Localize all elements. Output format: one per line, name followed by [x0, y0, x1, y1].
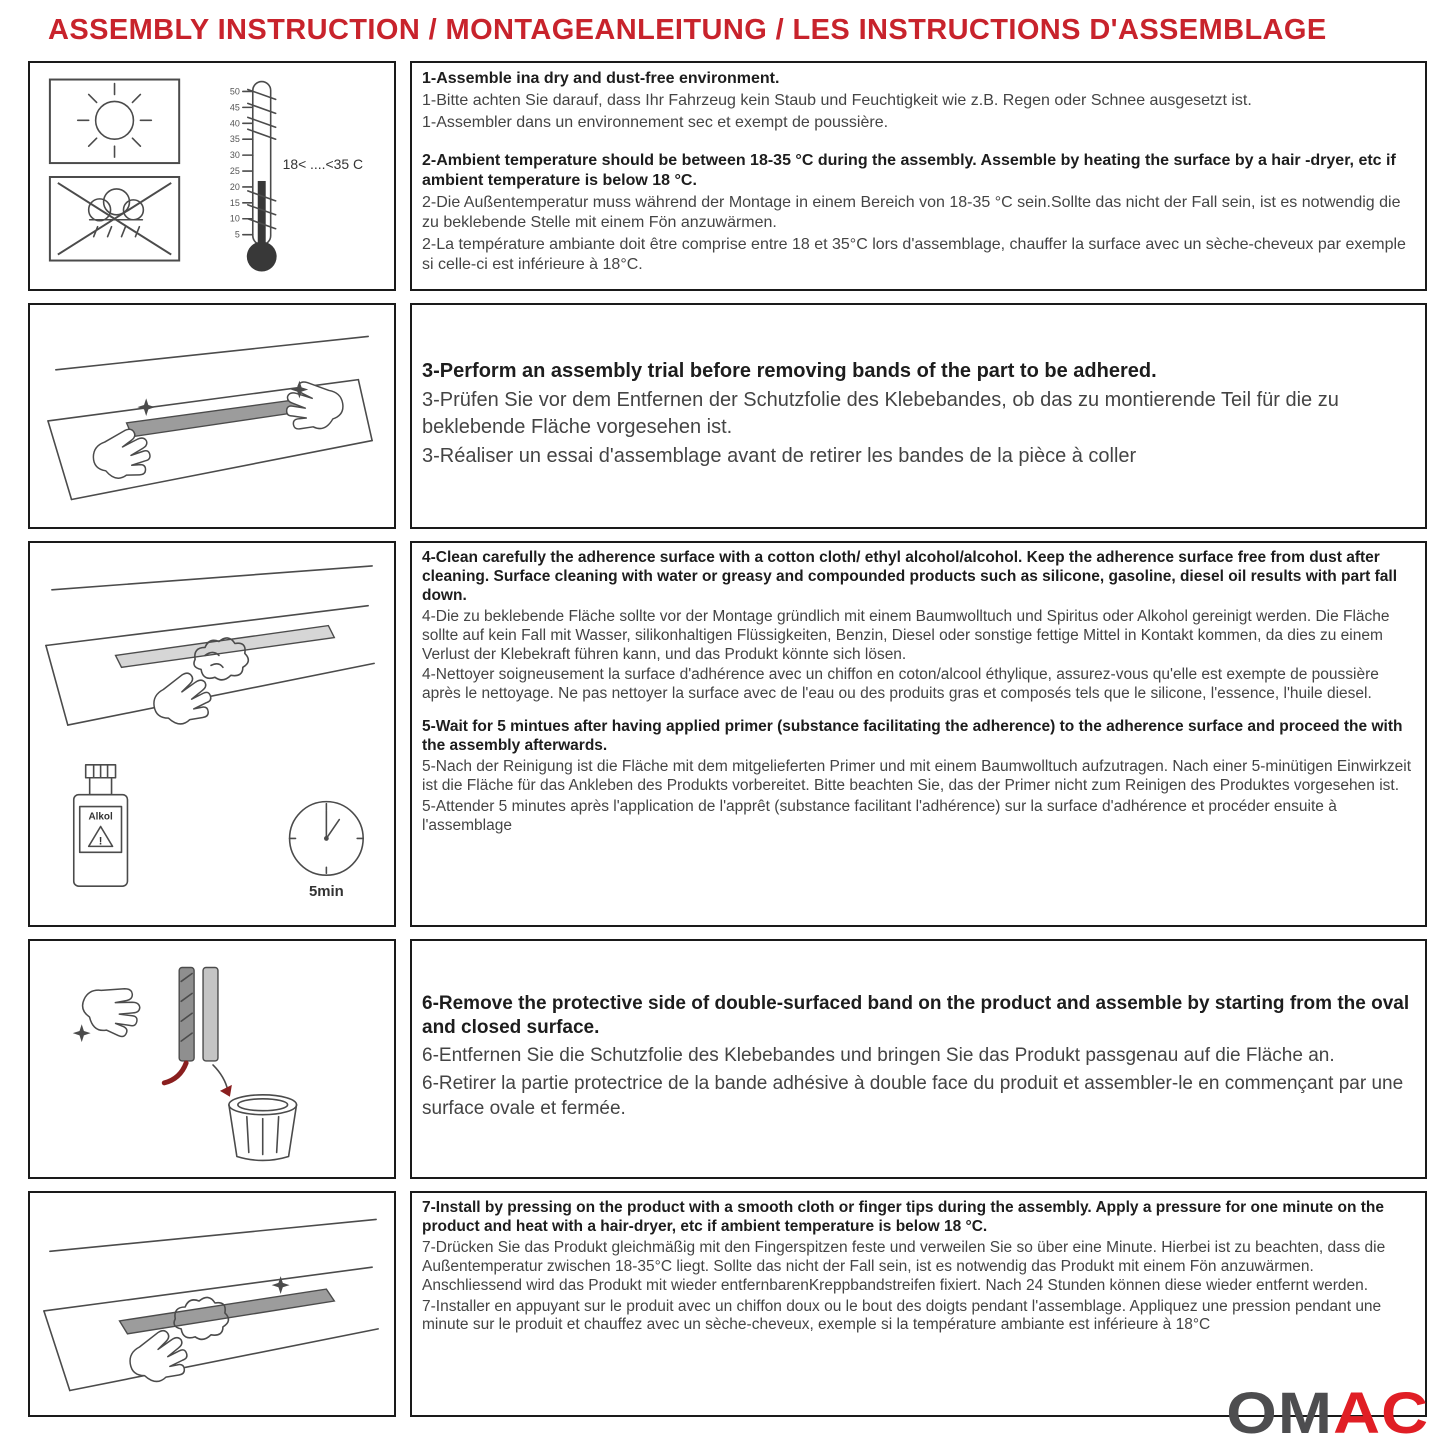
sill-press-illustration [44, 1219, 378, 1390]
illustration-cleaning [28, 541, 396, 927]
illustration-environment-temperature [28, 61, 396, 291]
instruction-de-7: 7-Drücken Sie das Produkt gleichmäßig mit den Fingerspitzen feste und verweilen Sie so über eine Minute. Hierbei ist zu beachten, dass die Außentemperatur zwischen 18-35°C liegt. Sollte das nicht der Fall sein, ist es notwendig das Produkt mit einem Fön anzuwärmen. Anschliessend wird das Produkt mit wieder entfernbarenKreppbandstreifen fixiert. Nach 24 Stunden können diese wieder entfernt werden. [422, 1238, 1386, 1294]
instructions-steps-1-2 [410, 61, 1427, 291]
instruction-fr-7: 7-Installer en appuyant sur le produit avec un chiffon doux ou le bout des doigts pendant l'assemblage. Appliquez une pression pendant une minute sur le produit et chauffez avec un sèche-cheveux, exemple si la température ambiante est inférieure à 18°C [422, 1297, 1382, 1334]
thermometer-icon [230, 82, 363, 272]
assembly-trial-svg [30, 305, 394, 527]
clock-icon [290, 802, 364, 900]
instruction-fr-4: 4-Nettoyer soigneusement la surface d'adhérence avec un chiffon en coton/alcool éthylique, assurez-vous qu'elle est exempte de poussière après le nettoyage. Ne pas nettoyer la surface avec de l'eau ou des produits gras et composés tels que le silicone, l'essence, l'huile diesel. [422, 666, 1379, 703]
svg-text:!: ! [98, 835, 103, 848]
illustration-press-install [28, 1191, 396, 1417]
instruction-en-1: 1-Assemble ina dry and dust-free environment. [422, 70, 780, 87]
instruction-de-6: 6-Entfernen Sie die Schutzfolie des Klebebandes und bringen Sie das Produkt passgenau auf die Fläche an. [422, 1045, 1335, 1067]
instruction-fr-5: 5-Attender 5 minutes après l'application de l'apprêt (substance facilitant l'adhérence) sur la surface d'adhérence et procéder ensuite à l'assemblage [422, 797, 1337, 834]
logo-text-red: AC [1332, 1381, 1429, 1446]
illustration-assembly-trial [28, 303, 396, 529]
thermometer-range-label: 18< ....<35 C [282, 156, 364, 173]
step-row-4 [28, 939, 1427, 1179]
svg-text:30: 30 [229, 150, 240, 161]
instruction-en-4: 4-Clean carefully the adherence surface with a cotton cloth/ ethyl alcohol/alcohol. Keep the adherence surface free from dust after cleaning. Surface cleaning with water or greasy and compounded products such as silicone, gasoline, diesel oil results with part fall down. [422, 549, 1398, 604]
instruction-en-2: 2-Ambient temperature should be between 18-35 °C during the assembly. Assemble by heating the surface by a hair -dryer, etc if ambient temperature is below 18 °C. [422, 152, 1396, 189]
sparkle-icon [137, 398, 155, 416]
instructions-step-3 [410, 303, 1427, 529]
svg-text:50: 50 [229, 86, 240, 97]
step-row-3 [28, 541, 1427, 927]
environment-temperature-svg [30, 63, 394, 289]
svg-text:10: 10 [229, 213, 240, 224]
hand-icon [77, 978, 145, 1039]
remove-band-svg [30, 941, 394, 1177]
instruction-en-5: 5-Wait for 5 mintues after having applied primer (substance facilitating the adherence) to the adherence surface and proceed the with the assembly afterwards. [422, 718, 1403, 755]
instructions-steps-4-5 [410, 541, 1427, 927]
instruction-fr-2: 2-La température ambiante doit être comprise entre 18 et 35°C lors d'assemblage, chauffer la surface avec un sèche-cheveux par exemple si celle-ci est inférieure à 18°C. [422, 236, 1406, 273]
instruction-de-5: 5-Nach der Reinigung ist die Fläche mit dem mitgelieferten Primer und mit einem Baumwolltuch aufzutragen. Nach einer 5-minütigen Einwirkzeit ist die Fläche für das Ankleben des Produkts vorbereitet. Bitte beachten Sie, das der Primer nicht zum Reinigen des Produktes vorgesehen ist. [422, 758, 1412, 794]
svg-text:20: 20 [229, 181, 240, 192]
alcohol-bottle-icon [74, 765, 128, 886]
cleaning-svg [30, 543, 394, 925]
no-rain-icon [50, 177, 179, 261]
omac-logo [1226, 1381, 1429, 1446]
sparkle-icon [73, 1024, 91, 1042]
svg-text:45: 45 [229, 102, 240, 113]
illustration-remove-band [28, 939, 396, 1179]
instruction-en-6: 6-Remove the protective side of double-surfaced band on the product and assemble by starting from the oval and closed surface. [422, 992, 1410, 1039]
press-install-svg [30, 1193, 394, 1415]
instruction-en-3: 3-Perform an assembly trial before removing bands of the part to be adhered. [422, 359, 1157, 382]
svg-text:5: 5 [234, 229, 240, 240]
instruction-de-1: 1-Bitte achten Sie darauf, dass Ihr Fahrzeug kein Staub und Feuchtigkeit wie z.B. Regen oder Schnee ausgesetzt ist. [422, 92, 1252, 109]
instruction-de-3: 3-Prüfen Sie vor dem Entfernen der Schutzfolie des Klebebandes, ob das zu montierende Teil für die zu beklebende Fläche vorgesehen ist. [422, 389, 1339, 438]
trash-bin-icon [229, 1095, 297, 1161]
adhesive-strips-icon [164, 968, 232, 1097]
instruction-fr-6: 6-Retirer la partie protectrice de la bande adhésive à double face du produit et assembler-le en commençant par une surface ovale et fermée. [422, 1072, 1404, 1119]
instructions-step-6 [410, 939, 1427, 1179]
step-row-5 [28, 1191, 1427, 1417]
arrow-down-icon [220, 1085, 232, 1097]
sun-icon [50, 80, 179, 164]
peeled-band-icon [164, 1063, 186, 1083]
page-title: ASSEMBLY INSTRUCTION / MONTAGEANLEITUNG / LES INSTRUCTIONS D'ASSEMBLAGE [48, 14, 1327, 46]
instruction-de-2: 2-Die Außentemperatur muss während der Montage in einem Bereich von 18-35 °C sein.Sollte das nicht der Fall sein, ist es notwendig die zu beklebende Stelle mit einem Fön anzuwärmen. [422, 194, 1401, 231]
alcohol-label: Alkol [88, 811, 113, 823]
step-row-1 [28, 61, 1427, 291]
clock-label: 5min [308, 884, 344, 901]
step-row-2 [28, 303, 1427, 529]
svg-text:25: 25 [229, 166, 240, 177]
logo-text-dark: OM [1226, 1381, 1333, 1446]
svg-text:40: 40 [229, 118, 240, 129]
svg-text:35: 35 [229, 134, 240, 145]
instruction-en-7: 7-Install by pressing on the product with a smooth cloth or finger tips during the assembly. Apply a pressure for one minute on the product and heat with a hair-dryer, etc if ambient temperature is below 18 °C. [422, 1199, 1384, 1235]
instruction-fr-1: 1-Assembler dans un environnement sec et exempt de poussière. [422, 114, 889, 131]
hand-icon [123, 1326, 192, 1389]
sill-trim-strip [127, 397, 320, 436]
instruction-fr-3: 3-Réaliser un essai d'assemblage avant de retirer les bandes de la pièce à coller [422, 444, 1137, 467]
svg-text:15: 15 [229, 197, 240, 208]
instruction-de-4: 4-Die zu beklebende Fläche sollte vor der Montage gründlich mit einem Baumwolltuch und Spiritus oder Alkohol gereinigt werden. Die Fläche sollte auf kein Fall mit Wasser, silikonhaltigen Flüssigkeiten, Benzin, Diesel oder sonstige fettige Mittel in Kontakt kommen, da dies zu einem Verlust der Klebekraft führen kann, und das Produkt könnte sich lösen. [422, 607, 1390, 663]
